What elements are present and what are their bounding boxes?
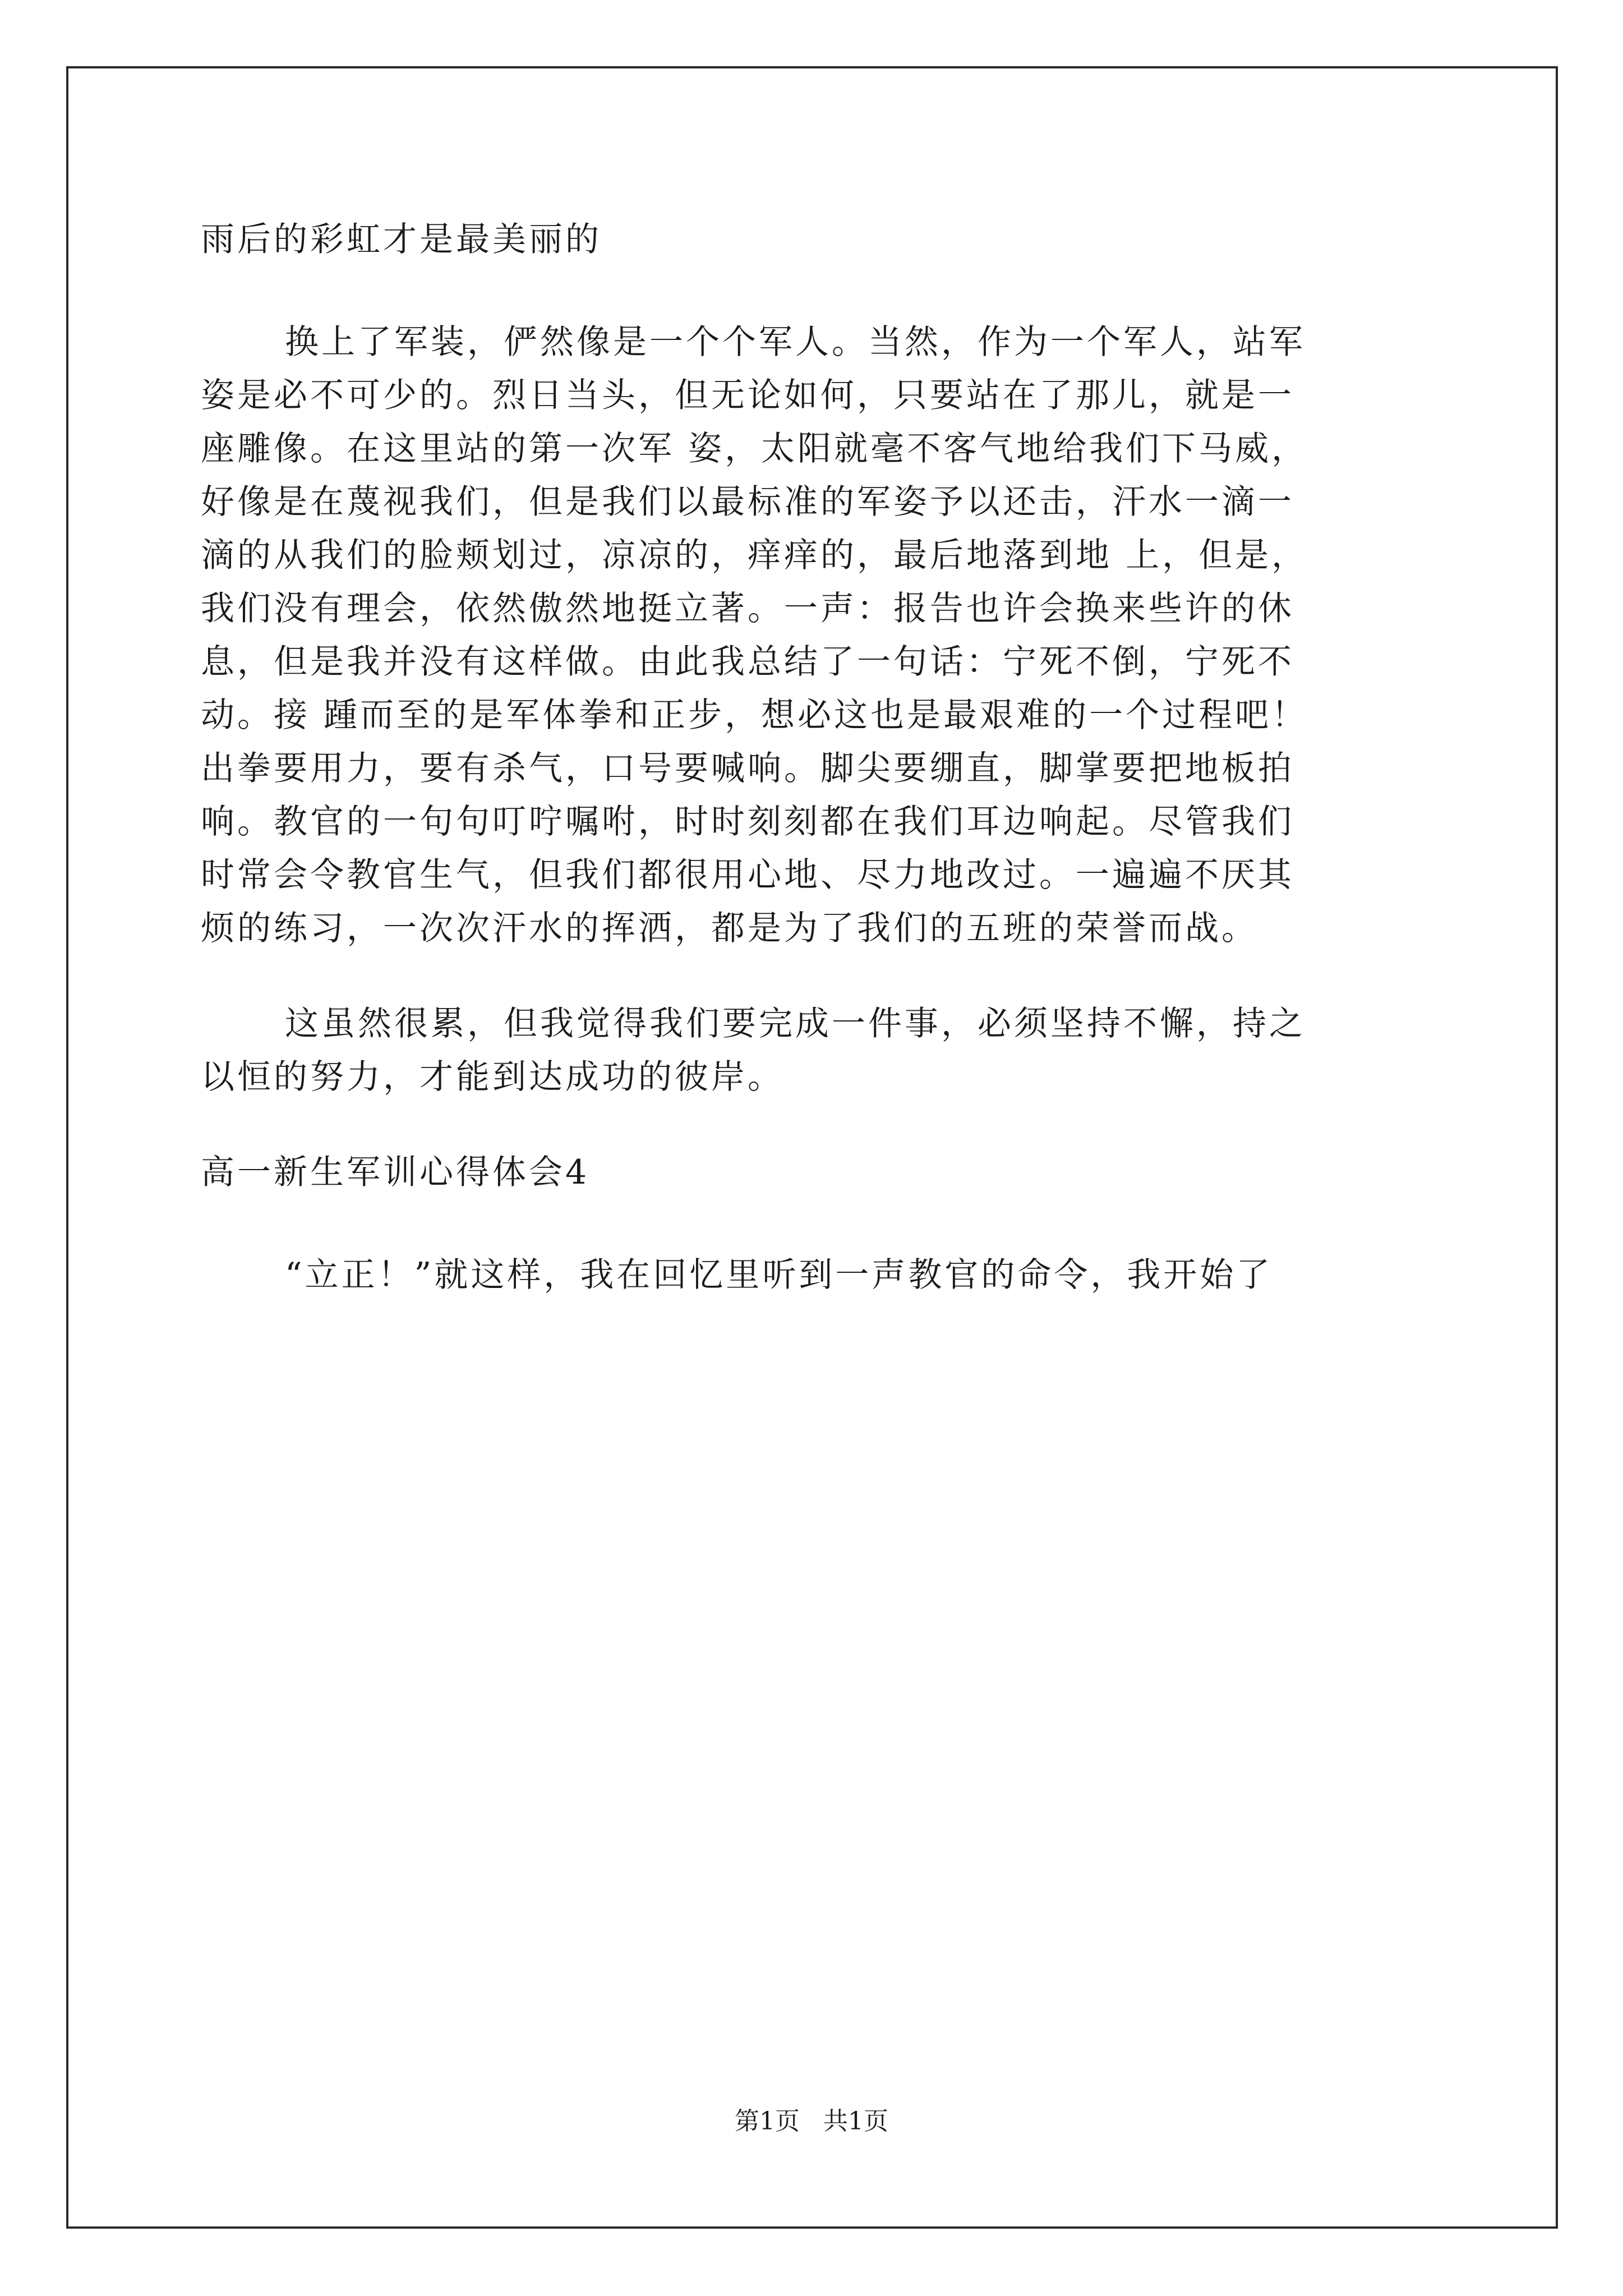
text-line: 响。教官的一句句叮咛嘱咐，时时刻刻都在我们耳边响起。尽管我们 bbox=[201, 802, 1294, 841]
text-line: 息，但是我并没有这样做。由此我总结了一句话：宁死不倒，宁死不 bbox=[201, 642, 1294, 682]
text-line: 滴的从我们的脸颊划过，凉凉的，痒痒的，最后地落到地 上，但是， bbox=[201, 536, 1308, 575]
document-body bbox=[201, 213, 1435, 1302]
section-heading: 雨后的彩虹才是最美丽的 bbox=[201, 220, 602, 259]
text-line: 座雕像。在这里站的第一次军 姿，太阳就毫不客气地给我们下马威， bbox=[201, 429, 1308, 468]
text-line: 动。接 踵而至的是军体拳和正步，想必这也是最艰难的一个过程吧！ bbox=[201, 696, 1308, 735]
section-heading: 高一新生军训心得体会4 bbox=[201, 1153, 590, 1192]
text-line: 烦的练习，一次次汗水的挥洒，都是为了我们的五班的荣誉而战。 bbox=[201, 909, 1258, 948]
text-line: 换上了军装，俨然像是一个个军人。当然，作为一个军人，站军 bbox=[285, 323, 1306, 362]
text-line: 出拳要用力，要有杀气，口号要喊响。脚尖要绷直，脚掌要把地板拍 bbox=[201, 749, 1294, 788]
paragraph bbox=[201, 997, 1435, 1104]
text-line: 姿是必不可少的。烈日当头，但无论如何，只要站在了那儿，就是一 bbox=[201, 376, 1294, 415]
paragraph bbox=[201, 1249, 1435, 1302]
text-line: 这虽然很累，但我觉得我们要完成一件事，必须坚持不懈，持之 bbox=[285, 1004, 1306, 1043]
text-line: 以恒的努力，才能到达成功的彼岸。 bbox=[201, 1057, 784, 1097]
page-footer: 第1页 共1页 bbox=[735, 2107, 888, 2136]
text-line: 好像是在蔑视我们，但是我们以最标准的军姿予以还击，汗水一滴一 bbox=[201, 482, 1294, 522]
text-line: 我们没有理会，依然傲然地挺立著。一声：报告也许会换来些许的休 bbox=[201, 589, 1294, 628]
paragraph bbox=[201, 316, 1435, 955]
text-line: 时常会令教官生气，但我们都很用心地、尽力地改过。一遍遍不厌其 bbox=[201, 855, 1294, 895]
text-line: “立正！”就这样，我在回忆里听到一声教官的命令，我开始了 bbox=[285, 1255, 1273, 1295]
